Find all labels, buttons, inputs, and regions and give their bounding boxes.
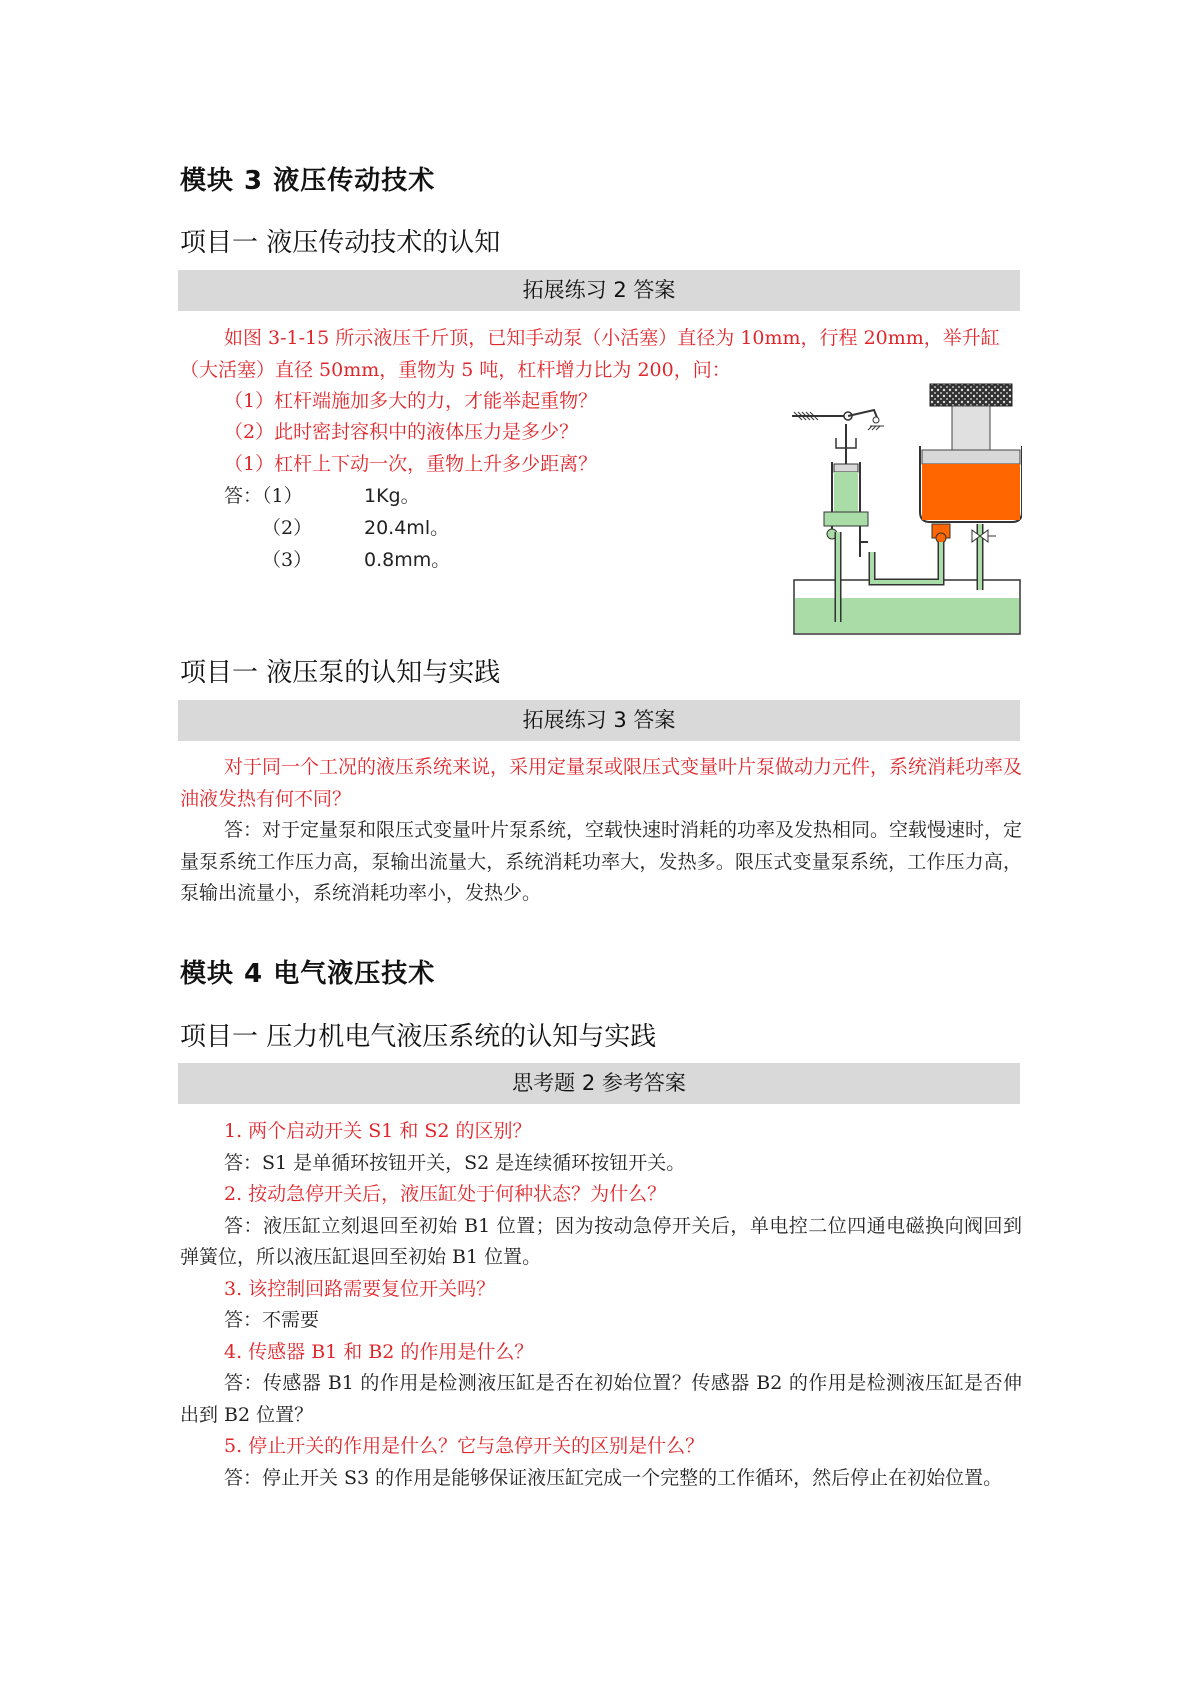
answer-3 <box>262 545 451 577</box>
project-title-hydraulic-pump: 项目一 液压泵的认知与实践 <box>180 658 501 688</box>
question-line-1: 如图 3-1-15 所示液压千斤顶，已知手动泵（小活塞）直径为 10mm，行程 20mm，举升缸 <box>224 327 1000 349</box>
answer-pump: 答：对于定量泵和限压式变量叶片泵系统，空载快速时消耗的功率及发热相同。空载慢速时，定量泵系统工作压力高，泵输出流量大，系统消耗功率大，发热多。限压式变量泵系统，工作压力高，泵输出流量小，系统消耗功率小，发热少。 <box>180 819 1023 904</box>
qa-answer: 答：S1 是单循环按钮开关，S2 是连续循环按钮开关。 <box>224 1151 686 1174</box>
section-bar-exercise-2: 拓展练习 2 答案 <box>178 270 1020 311</box>
answer-1-num: （1） <box>262 485 303 507</box>
qa-answer: 答：不需要 <box>224 1309 320 1331</box>
qa-question: 2. 按动急停开关后，液压缸处于何种状态？为什么？ <box>224 1183 667 1205</box>
answer-3-value: 0.8mm。 <box>364 549 451 571</box>
qa-question: 1. 两个启动开关 S1 和 S2 的区别？ <box>224 1120 532 1142</box>
sub-question-2: （2）此时密封容积中的液体压力是多少？ <box>224 421 579 443</box>
answer-2-num: （2） <box>262 517 313 539</box>
project-title-hydraulic-transmission: 项目一 液压传动技术的认知 <box>180 228 501 258</box>
question-jack <box>180 323 1022 386</box>
section-bar-thinking-2: 思考题 2 参考答案 <box>178 1063 1020 1104</box>
weight-block <box>930 384 1012 406</box>
answer-3-num: （3） <box>262 549 313 571</box>
qa-list <box>180 1116 1022 1494</box>
qa-question: 4. 传感器 B1 和 B2 的作用是什么？ <box>224 1340 534 1363</box>
module-3-title: 模块 3 液压传动技术 <box>180 166 436 196</box>
answer-1 <box>224 481 420 513</box>
answer-2-value: 20.4ml。 <box>364 517 450 539</box>
answer-2 <box>262 513 450 545</box>
question-pump: 对于同一个工况的液压系统来说，采用定量泵或限压式变量叶片泵做动力元件，系统消耗功率及油液发热有何不同？ <box>180 756 1023 810</box>
project-title-press-system: 项目一 压力机电气液压系统的认知与实践 <box>180 1022 657 1052</box>
large-cylinder-oil <box>922 464 1020 520</box>
large-piston <box>922 450 1020 464</box>
oil-tank-fluid <box>795 598 1019 633</box>
large-piston-rod <box>952 406 990 450</box>
question-line-2: （大活塞）直径 50mm，重物为 5 吨，杠杆增力比为 200，问： <box>180 358 731 381</box>
section-bar-exercise-3: 拓展练习 3 答案 <box>178 700 1020 741</box>
answer-1-value: 1Kg。 <box>364 485 420 507</box>
qa-answer: 答：停止开关 S3 的作用是能够保证液压缸完成一个完整的工作循环，然后停止在初始位置。 <box>224 1466 1003 1489</box>
qa-question: 3. 该控制回路需要复位开关吗？ <box>224 1277 496 1300</box>
sub-question-1: （1）杠杆端施加多大的力，才能举起重物？ <box>224 390 598 412</box>
sub-question-3: （1）杠杆上下动一次，重物上升多少距离？ <box>224 453 598 475</box>
qa-question: 5. 停止开关的作用是什么？它与急停开关的区别是什么？ <box>224 1435 705 1457</box>
qa-answer: 答：传感器 B1 的作用是检测液压缸是否在初始位置？传感器 B2 的作用是检测液压缸是否伸出到 B2 位置？ <box>180 1372 1022 1426</box>
hydraulic-jack-diagram <box>792 382 1022 637</box>
qa-answer: 答：液压缸立刻退回至初始 B1 位置；因为按动急停开关后，单电控二位四通电磁换向阀回到弹簧位，所以液压缸退回至初始 B1 位置。 <box>180 1214 1022 1268</box>
answer-prefix: 答： <box>224 485 263 507</box>
module-4-title: 模块 4 电气液压技术 <box>180 959 436 989</box>
